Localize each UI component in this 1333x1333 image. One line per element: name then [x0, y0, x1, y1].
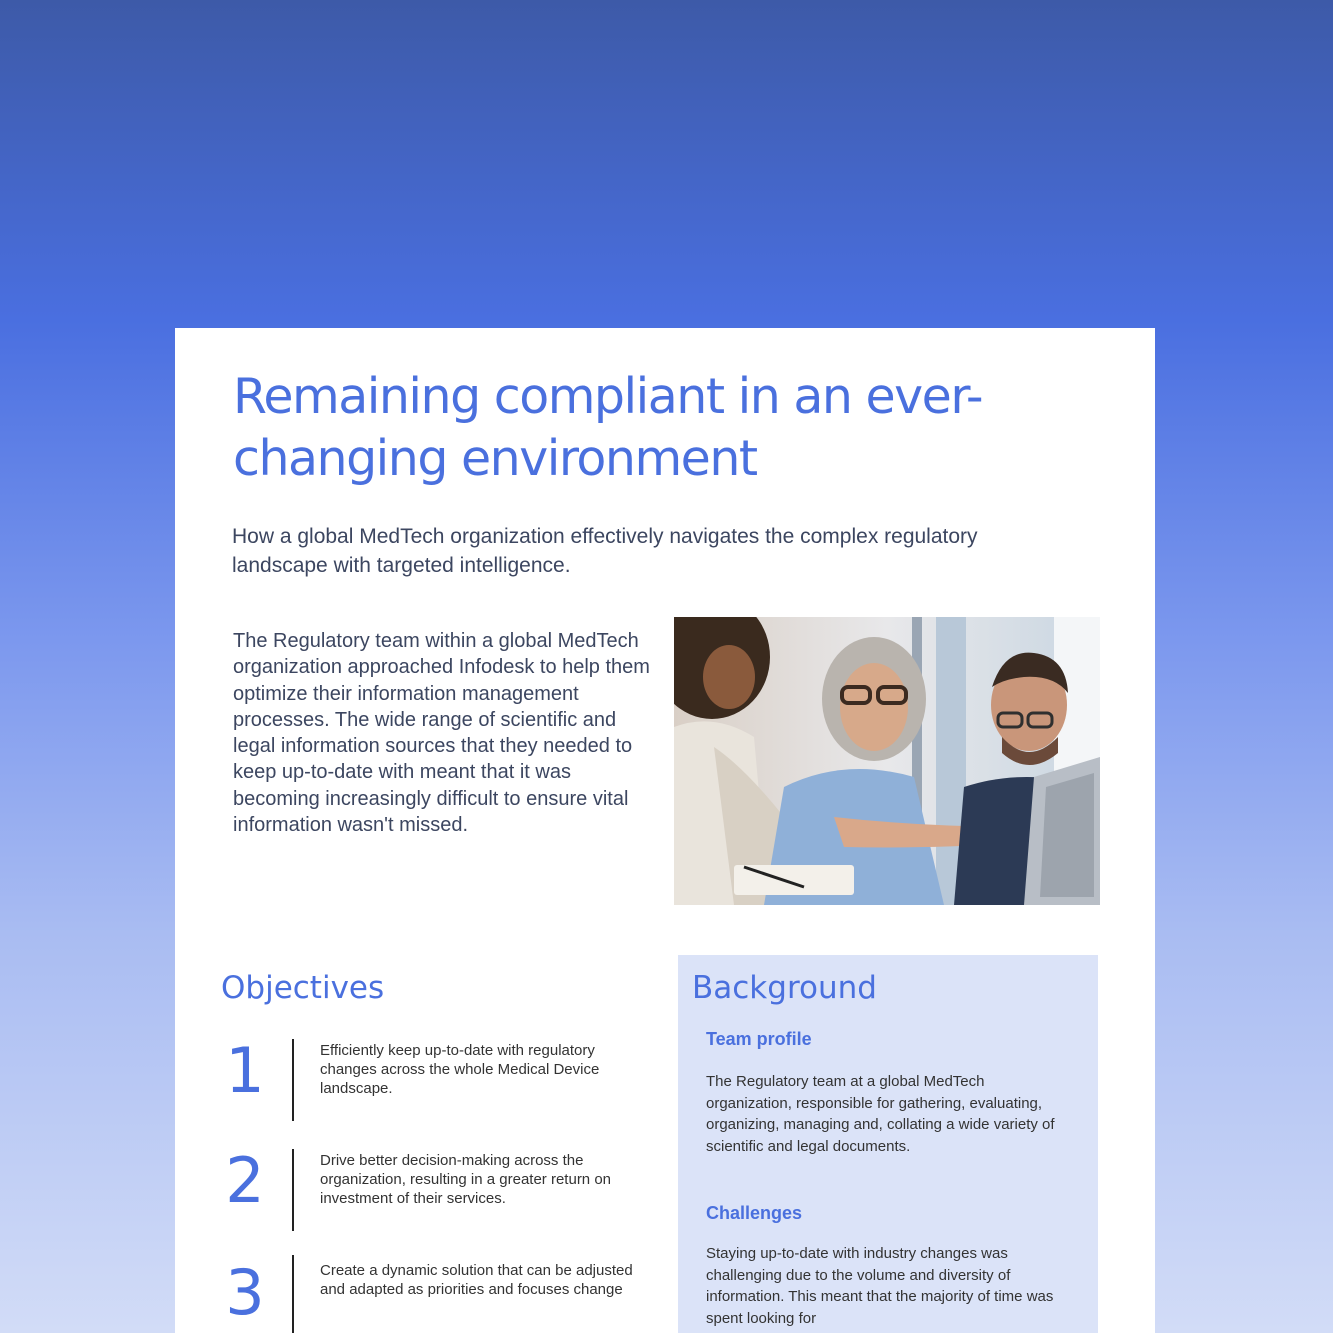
objective-text: Drive better decision-making across the organization, resulting in a greater return on investment of their services. — [320, 1152, 612, 1207]
case-study-page — [175, 328, 1155, 1333]
objective-number: 1 — [225, 1034, 265, 1107]
objective-divider — [292, 1149, 294, 1231]
objectives-heading: Objectives — [221, 970, 385, 1006]
objective-divider — [292, 1255, 294, 1333]
objective-item — [215, 1034, 655, 1123]
objective-text: Create a dynamic solution that can be adjusted and adapted as priorities and focuses change — [320, 1262, 633, 1298]
team-meeting-photo — [674, 617, 1100, 905]
objective-divider — [292, 1039, 294, 1121]
background-panel — [678, 955, 1098, 1333]
objective-text: Efficiently keep up-to-date with regulatory changes across the whole Medical Device landscape. — [320, 1042, 600, 1097]
objective-number: 2 — [225, 1144, 265, 1217]
objective-item — [215, 1144, 655, 1233]
background-heading: Background — [692, 970, 877, 1006]
challenges-text: Staying up-to-date with industry changes was challenging due to the volume and diversity of information. This meant that the majority of time was spent looking for — [706, 1245, 1054, 1328]
challenges-heading: Challenges — [706, 1203, 803, 1223]
team-profile-text: The Regulatory team at a global MedTech organization, responsible for gathering, evaluating, organizing, managing and, collating a wide variety of scientific and legal documents. — [706, 1073, 1055, 1156]
page-title: Remaining compliant in an ever-changing environment — [233, 368, 983, 487]
intro-paragraph: The Regulatory team within a global MedTech organization approached Infodesk to help them optimize their information management processes. The wide range of scientific and legal information sources that they needed to keep up-to-date with meant that it was becoming increasingly difficult to ensure vital information wasn't missed. — [233, 630, 650, 837]
team-meeting-illustration — [674, 617, 1100, 905]
objective-number: 3 — [225, 1256, 265, 1329]
page-subtitle: How a global MedTech organization effectively navigates the complex regulatory landscape with targeted intelligence. — [232, 525, 978, 577]
objective-item — [215, 1255, 655, 1333]
team-profile-heading: Team profile — [706, 1029, 812, 1049]
